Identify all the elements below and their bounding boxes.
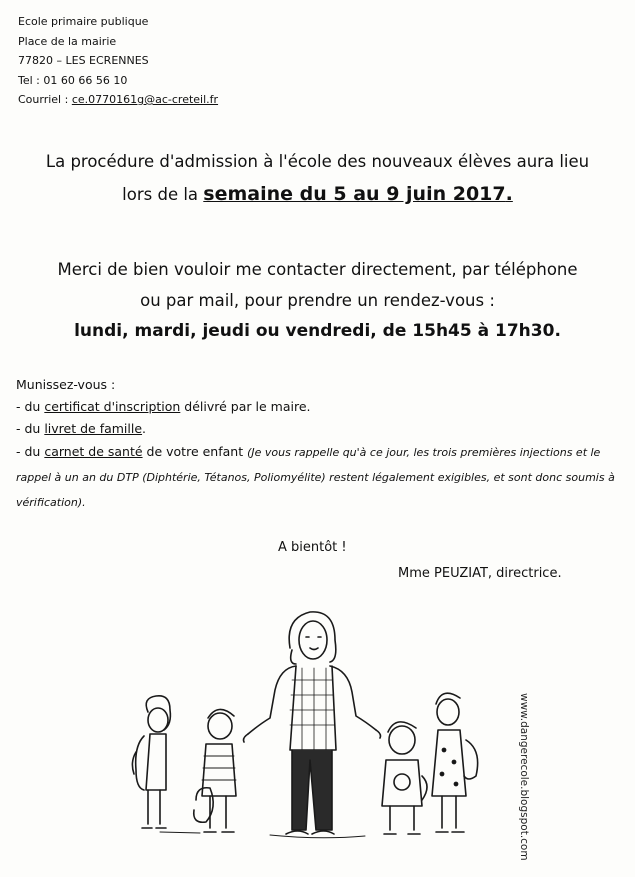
item-suffix: . [142, 421, 147, 436]
admission-week: semaine du 5 au 9 juin 2017 [203, 183, 506, 205]
certificate-text: certificat d'inscription [44, 399, 181, 414]
announcement-prefix: lors de la [122, 185, 204, 204]
announcement-line-1: La procédure d'admission à l'école des nouveaux élèves aura lieu [45, 152, 590, 171]
contact-request [0, 254, 635, 347]
child-girl-left [132, 696, 170, 828]
child-boy-left [194, 709, 236, 832]
school-city: 77820 – LES ECRENNES [18, 54, 149, 67]
school-name: Ecole primaire publique [18, 15, 149, 28]
item-prefix: - du [16, 399, 45, 414]
document-item-family-book [16, 418, 621, 440]
greeting: A bientôt ! [278, 540, 347, 555]
vaccination-note: (Je vous rappelle qu'à ce jour, les trois premières injections et le rappel à un an du DTP (Diphtérie, Tétanos, Poliomyélite) restent légalement exigibles, et sont donc soumis à vérification). [16, 446, 615, 509]
document-item-health-book [16, 440, 621, 515]
item-prefix: - du [16, 444, 45, 459]
signature: Mme PEUZIAT, directrice. [398, 566, 562, 581]
teacher-figure [244, 612, 381, 834]
appointment-times: lundi, mardi, jeudi ou vendredi, de 15h45 à 17h30. [74, 321, 561, 341]
school-header [18, 12, 218, 110]
school-address: Place de la mairie [18, 34, 117, 48]
email-label: Courriel : [18, 93, 72, 106]
documents-heading: Munissez-vous : [16, 377, 116, 392]
school-email-row [18, 90, 218, 110]
school-phone: Tel : 01 60 66 56 10 [18, 73, 128, 87]
health-book-text: carnet de santé [44, 444, 143, 459]
illustration-credit: www.dangerecole.blogspot.com [518, 693, 530, 861]
announcement-line-2 [0, 178, 635, 211]
documents-list [16, 374, 621, 515]
contact-line-1: Merci de bien vouloir me contacter directement, par téléphone [57, 260, 578, 279]
email-link[interactable]: ce.0770161g@ac-creteil.fr [71, 93, 219, 106]
document-item-certificate [16, 396, 621, 418]
item-prefix: - du [16, 421, 45, 436]
child-boy-right [382, 722, 427, 834]
teacher-and-children-drawing-icon [120, 600, 520, 862]
item-suffix: de votre enfant [142, 444, 248, 459]
family-book-text: livret de famille [44, 421, 143, 436]
admission-week-period: . [505, 183, 513, 205]
item-suffix: délivré par le maire. [180, 399, 311, 414]
child-girl-right [432, 693, 478, 832]
admission-announcement [0, 146, 635, 211]
contact-line-2: ou par mail, pour prendre un rendez-vous : [140, 291, 495, 310]
